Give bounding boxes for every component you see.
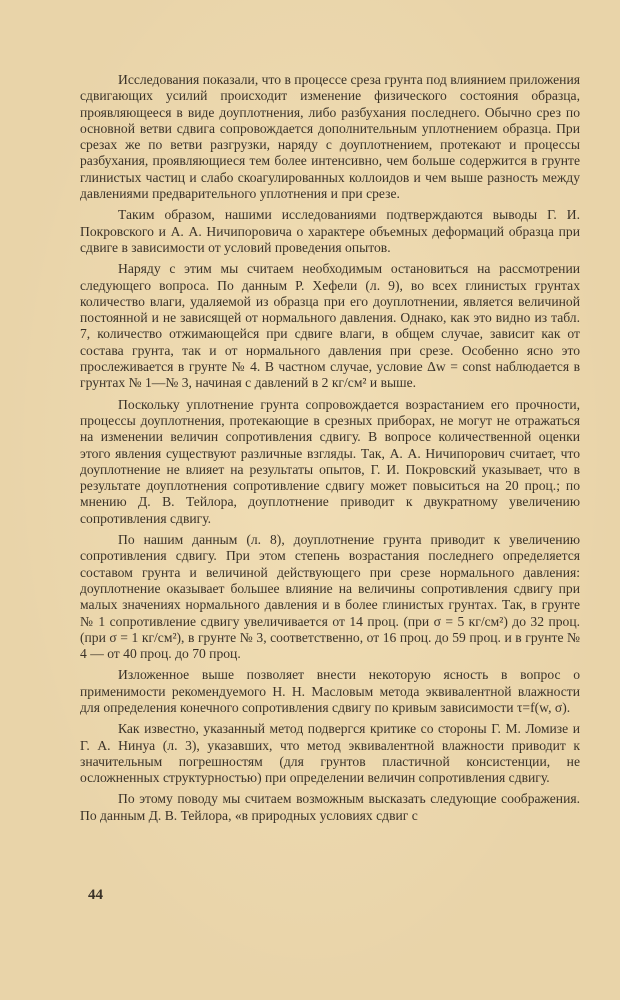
paragraph: Изложенное выше позволяет внести некоторую ясность в вопрос о применимости рекомендуемого Н. Н. Масловым метода эквивалентной влажности для определения конечного сопротивления сдвигу по кривым зависимости τ=f(w, σ). [80,667,580,715]
paragraph: Исследования показали, что в процессе среза грунта под влиянием приложения сдвигающих усилий происходит изменение физического состояния образца, проявляющееся в виде доуплотнения, либо разбухания последнего. Обычно срез по основной ветви сдвига сопровождается дополнительным уплотнением образца. При срезах же по ветви разгрузки, наряду с доуплотнением, протекают и процессы разбухания, проявляющиеся тем более интенсивно, чем больше содержится в грунте глинистых частиц и слабо скоагулированных коллоидов и чем выше разность между давлениями предварительного уплотнения и при срезе. [80,72,580,202]
body-text [80,72,580,829]
paragraph: Как известно, указанный метод подвергся критике со стороны Г. М. Ломизе и Г. А. Нинуа (л. 3), указавших, что метод эквивалентной влажности приводит к значительным погрешностям (для грунтов пластичной консистенции, не осложненных структурностью) при определении величин сопротивления сдвигу. [80,721,580,786]
paragraph: По нашим данным (л. 8), доуплотнение грунта приводит к увеличению сопротивления сдвигу. При этом степень возрастания последнего определяется составом грунта и величиной действующего при срезе нормального давления: доуплотнение оказывает большее влияние на величины сопротивления сдвигу при малых значениях нормального давления и в более глинистых грунтах. Так, в грунте № 1 сопротивление сдвигу увеличивается от 14 проц. (при σ = 5 кг/см²) до 32 проц. (при σ = 1 кг/см²), в грунте № 3, соответственно, от 16 проц. до 59 проц. и в грунте № 4 — от 40 проц. до 70 проц. [80,532,580,662]
paragraph: По этому поводу мы считаем возможным высказать следующие соображения. По данным Д. В. Тейлора, «в природных условиях сдвиг с [80,791,580,823]
paragraph: Поскольку уплотнение грунта сопровождается возрастанием его прочности, процессы доуплотнения, протекающие в срезных приборах, не могут не отражаться на изменении величин сопротивления сдвигу. В вопросе количественной оценки этого явления существуют различные взгляды. Так, А. А. Ничипорович считает, что доуплотнение не влияет на результаты опытов, Г. И. Покровский указывает, что в результате доуплотнения сопротивление сдвигу может повыситься на 20 проц.; по мнению Д. В. Тейлора, доуплотнение приводит к двукратному увеличению сопротивления сдвигу. [80,396,580,526]
paragraph: Наряду с этим мы считаем необходимым остановиться на рассмотрении следующего вопроса. По данным Р. Хефели (л. 9), во всех глинистых грунтах количество влаги, удаляемой из образца при его доуплотнении, является величиной постоянной и не зависящей от нормального давления. Однако, как это видно из табл. 7, количество отжимающейся при сдвиге влаги, в общем случае, зависит как от состава грунта, так и от нормального давления при срезе. Особенно ясно это прослеживается в грунте № 4. В частном случае, условие Δw = const наблюдается в грунтах № 1—№ 3, начиная с давлений в 2 кг/см² и выше. [80,261,580,391]
page-number: 44 [88,887,103,903]
paragraph: Таким образом, нашими исследованиями подтверждаются выводы Г. И. Покровского и А. А. Ничипоровича о характере объемных деформаций образца при сдвиге в зависимости от условий проведения опытов. [80,207,580,255]
